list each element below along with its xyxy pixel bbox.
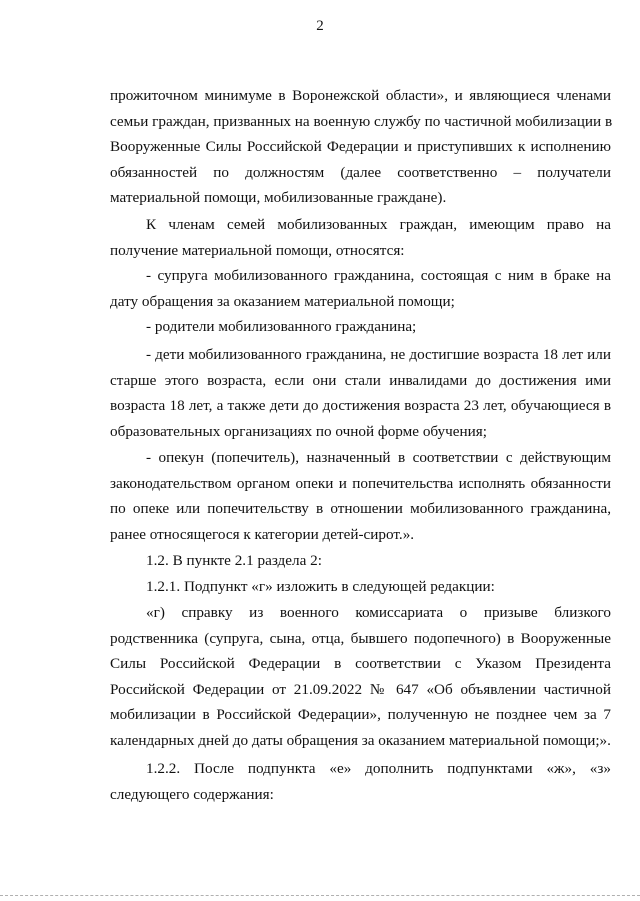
text-line: возраста 18 лет, а также дети до достижения возраста 23 лет, обучающиеся в bbox=[110, 397, 611, 414]
text-line: - дети мобилизованного гражданина, не достигшие возраста 18 лет или bbox=[146, 346, 611, 363]
text-line: ранее относящегося к категории детей-сирот.». bbox=[110, 525, 415, 543]
text-line: дату обращения за оказанием материальной помощи; bbox=[110, 292, 455, 310]
paragraph-recipients-definition bbox=[110, 83, 611, 211]
paragraph-guardian bbox=[110, 445, 611, 547]
text-line: Российской Федерации от 21.09.2022 № 647 «Об объявлении частичной bbox=[110, 680, 611, 698]
text-line: Вооруженные Силы Российской Федерации и приступивших к исполнению bbox=[110, 138, 611, 155]
text-line: - супруга мобилизованного гражданина, состоящая с ним в браке на bbox=[146, 267, 611, 284]
paragraph-clause-1-2-1 bbox=[110, 574, 611, 600]
paragraph-family-members-intro bbox=[110, 212, 611, 263]
text-line: прожиточном минимуме в Воронежской области», и являющиеся членами bbox=[110, 87, 611, 104]
text-line: семьи граждан, призванных на военную службу по частичной мобилизации в bbox=[110, 112, 613, 130]
text-line: следующего содержания: bbox=[110, 785, 274, 803]
text-line: 1.2.2. После подпункта «е» дополнить подпунктами «ж», «з» bbox=[146, 760, 611, 777]
text-line: 1.2.1. Подпункт «г» изложить в следующей редакции: bbox=[146, 578, 495, 595]
text-line: календарных дней до даты обращения за оказанием материальной помощи;». bbox=[110, 731, 611, 749]
paragraph-clause-1-2-2 bbox=[110, 756, 611, 807]
page-number: 2 bbox=[316, 18, 324, 34]
text-line: родственника (супруга, сына, отца, бывшего подопечного) в Вооруженные bbox=[110, 629, 611, 647]
paragraph-spouse bbox=[110, 263, 611, 314]
text-line: образовательных организациях по очной форме обучения; bbox=[110, 422, 487, 440]
text-line: законодательством органом опеки и попечительства исполнять обязанности bbox=[110, 474, 611, 492]
text-line: - родители мобилизованного гражданина; bbox=[146, 318, 417, 335]
scan-edge-divider bbox=[0, 895, 640, 898]
text-line: по опеке или попечительству в отношении мобилизованного гражданина, bbox=[110, 500, 611, 517]
text-line: - опекун (попечитель), назначенный в соответствии с действующим bbox=[146, 449, 611, 466]
text-line: К членам семей мобилизованных граждан, имеющим право на bbox=[146, 216, 611, 233]
text-line: мобилизации в Российской Федерации», полученную не позднее чем за 7 bbox=[110, 706, 611, 723]
text-line: обязанностей по должностям (далее соответственно – получатели bbox=[110, 163, 611, 181]
text-line: старше этого возраста, если они стали инвалидами до достижения ими bbox=[110, 371, 611, 389]
text-line: получение материальной помощи, относятся: bbox=[110, 241, 405, 259]
text-line: Силы Российской Федерации в соответствии с Указом Президента bbox=[110, 655, 611, 672]
text-line: «г) справку из военного комиссариата о призыве близкого bbox=[146, 604, 611, 621]
paragraph-clause-1-2 bbox=[110, 548, 611, 574]
paragraph-parents bbox=[110, 314, 611, 340]
paragraph-children bbox=[110, 342, 611, 444]
paragraph-subclause-g bbox=[110, 600, 611, 753]
text-line: материальной помощи, мобилизованные граждане). bbox=[110, 189, 447, 206]
text-line: 1.2. В пункте 2.1 раздела 2: bbox=[146, 552, 322, 569]
